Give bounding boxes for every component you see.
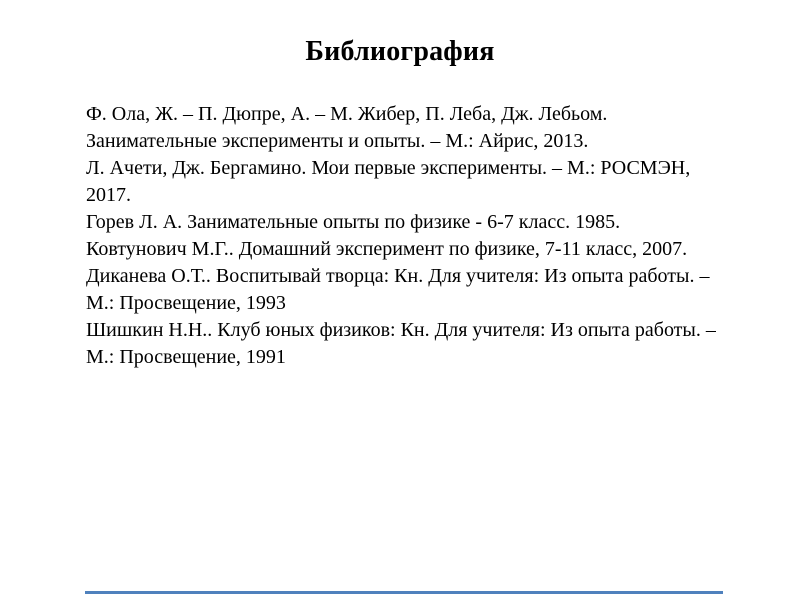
bibliography-entry: Ф. Ола, Ж. – П. Дюпре, А. – М. Жибер, П. Леба, Дж. Лебьом. Занимательные эксперименты и опыты. – М.: Айрис, 2013.: [86, 103, 608, 152]
bibliography-list: [86, 101, 727, 371]
bibliography-entry: Диканева О.Т.. Воспитывай творца: Кн. Для учителя: Из опыта работы. – М.: Просвещение, 1993: [86, 265, 710, 314]
bibliography-entry: Ковтунович М.Г.. Домашний эксперимент по физике, 7-11 класс, 2007.: [86, 238, 688, 260]
slide-title: Библиография: [305, 36, 495, 67]
bibliography-entry: Л. Ачети, Дж. Бергамино. Мои первые эксперименты. – М.: РОСМЭН, 2017.: [86, 157, 691, 206]
footer-accent-line: [85, 591, 723, 594]
bibliography-entry: Шишкин Н.Н.. Клуб юных физиков: Кн. Для учителя: Из опыта работы. – М.: Просвещение, 1991: [86, 319, 716, 368]
bibliography-entry: Горев Л. А. Занимательные опыты по физике - 6-7 класс. 1985.: [86, 211, 621, 233]
